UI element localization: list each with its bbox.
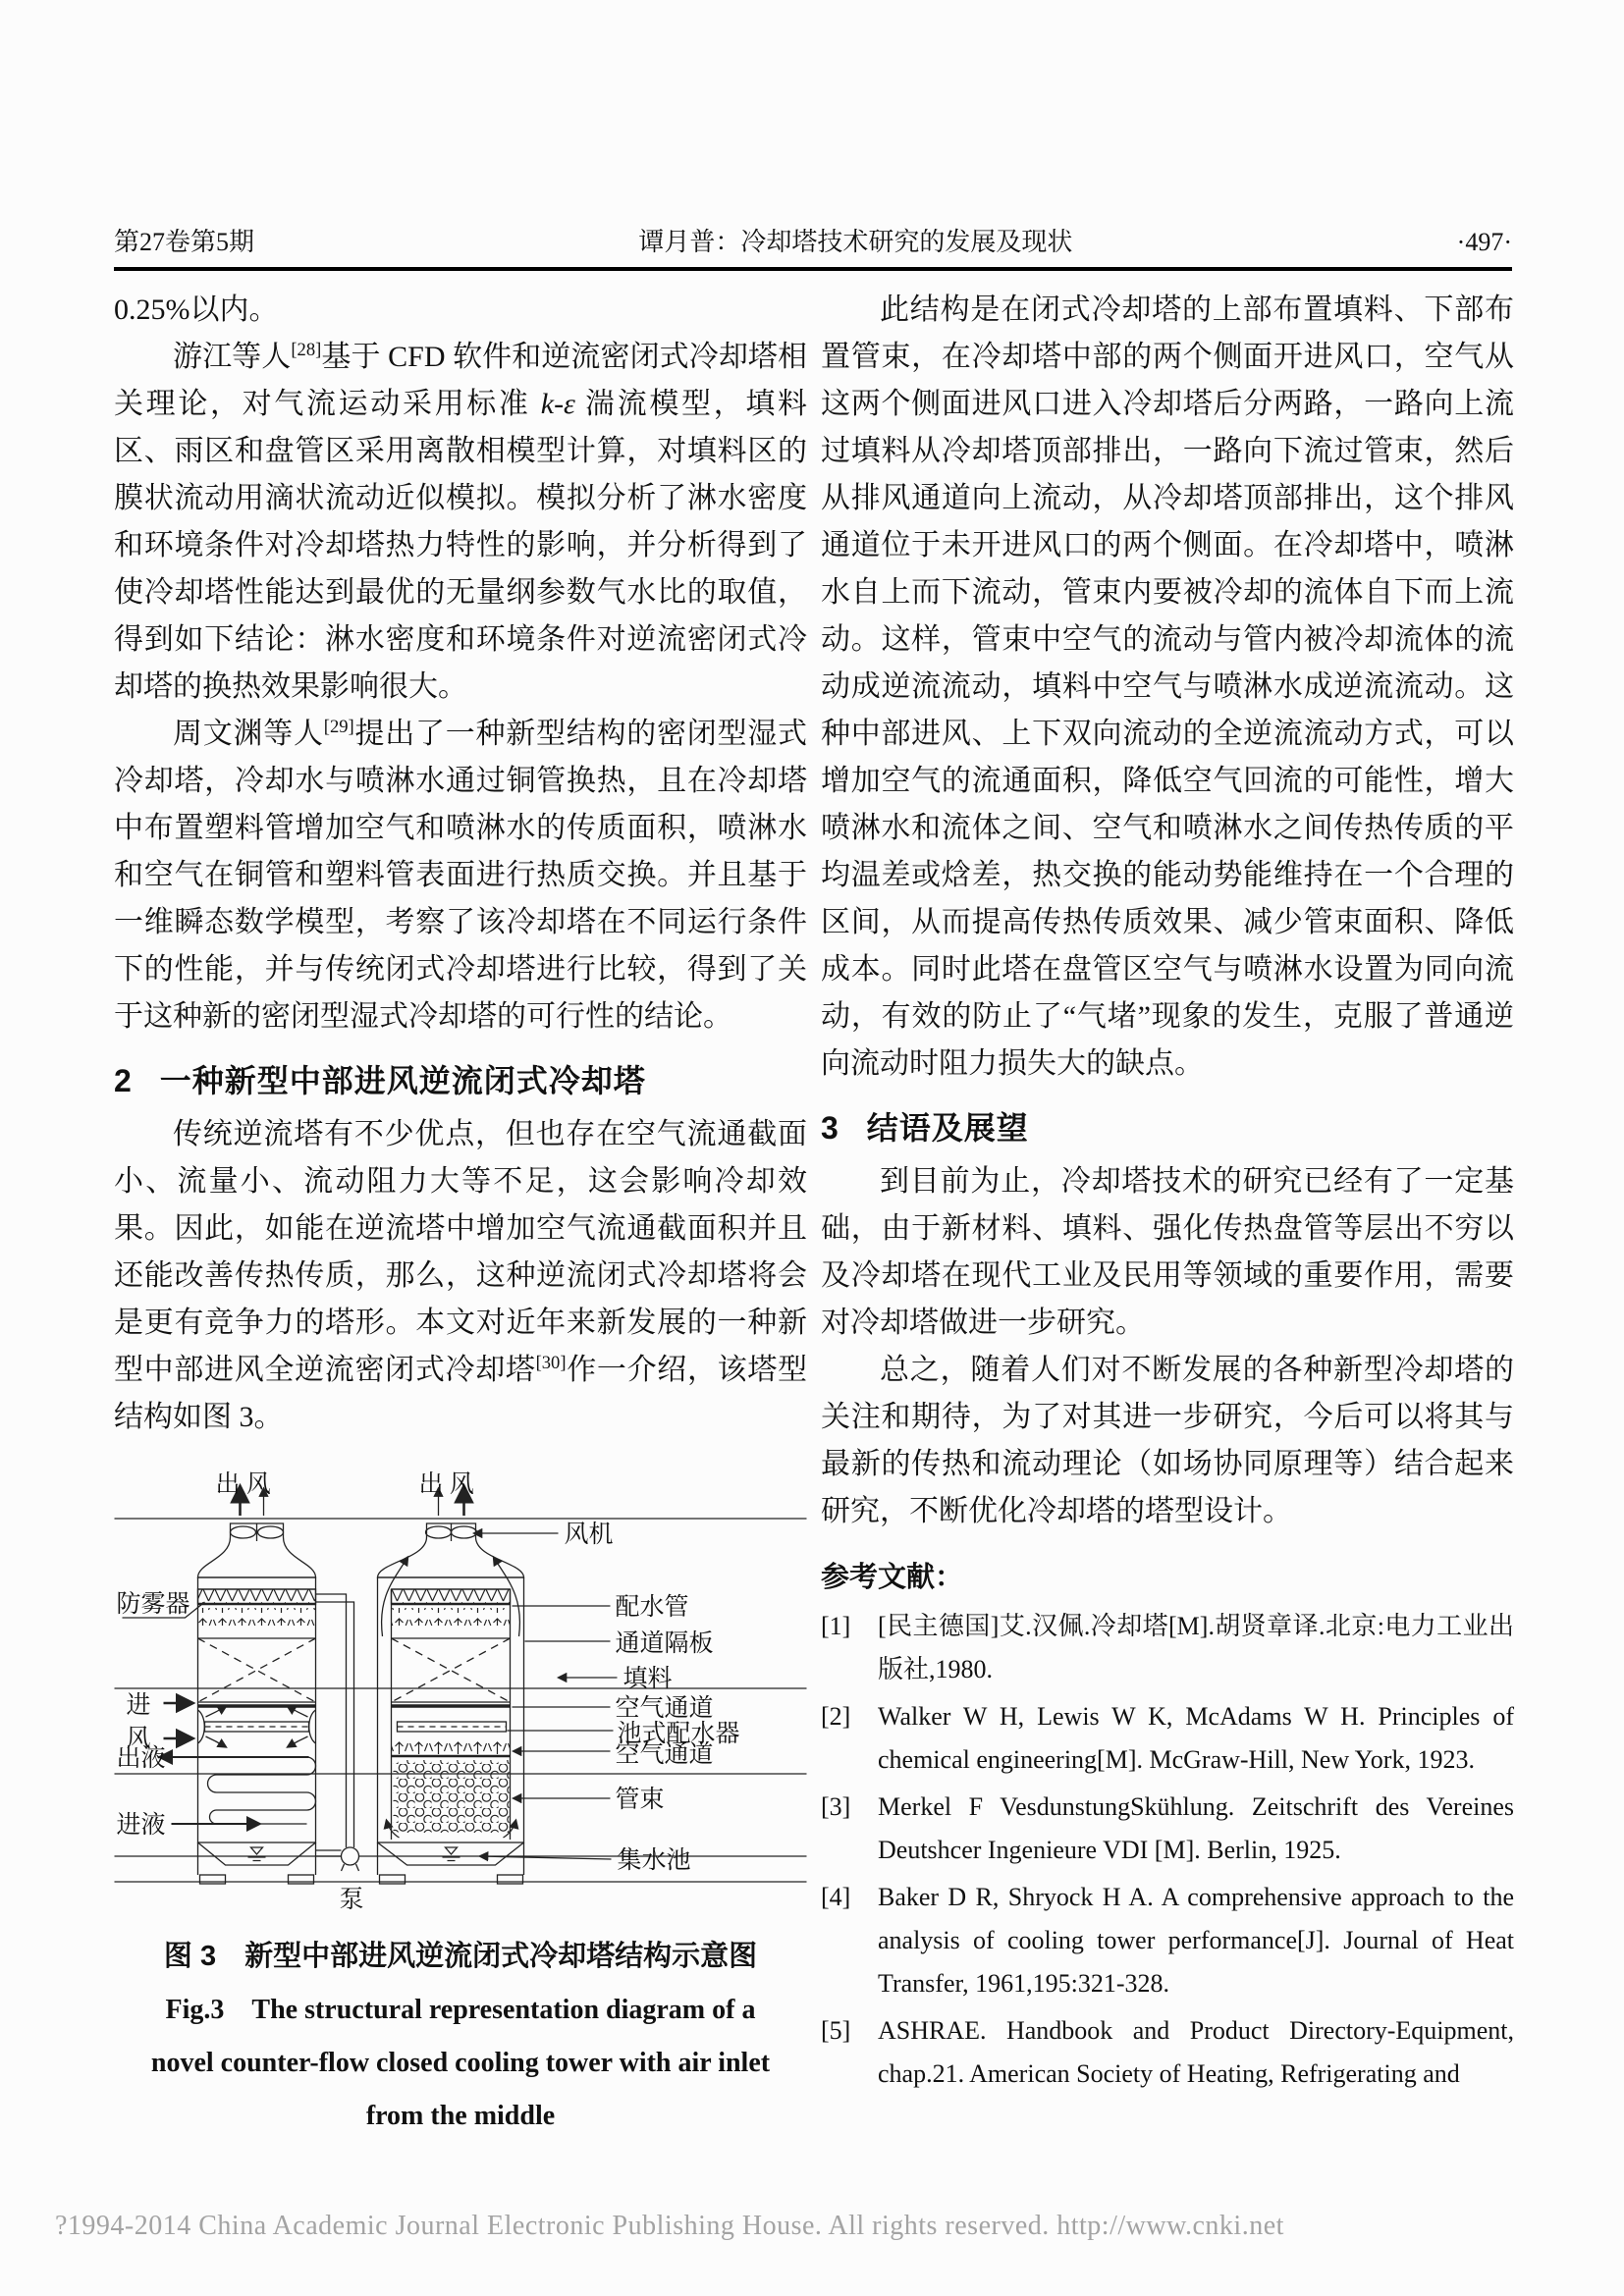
- reference-item: [821, 1695, 1514, 1782]
- label-air-out-left: 出 风: [215, 1471, 271, 1498]
- paragraph: 到目前为止，冷却塔技术的研究已经有了一定基础，由于新材料、填料、强化传热盘管等层出不穷以及冷却塔在现代工业及民用等领域的重要作用，需要对冷却塔做进一步研究。: [821, 1165, 1514, 1339]
- label-air-channel-upper: 空气通道: [615, 1695, 714, 1722]
- label-liquid-in: 进液: [116, 1812, 166, 1839]
- references-heading: 参考文献：: [821, 1562, 964, 1593]
- label-mist-eliminator: 防雾器: [116, 1591, 190, 1618]
- paragraph: 此结构是在闭式冷却塔的上部布置填料、下部布置管束，在冷却塔中部的两个侧面开进风口，空气从这两个侧面进风口进入冷却塔后分两路，一路向上流过填料从冷却塔顶部排出，一路向下流过管束，然后从排风通道向上流动，从冷却塔顶部排出，这个排风通道位于未开进风口的两个侧面。在冷却塔中，喷淋水自上而下流动，管束内要被冷却的流体自下而上流动。这样，管束中空气的流动与管内被冷却流体的流动成逆流流动，填料中空气与喷淋水成逆流流动。这种中部进风、上下双向流动的全逆流流动方式，可以增加空气的流通面积，降低空气回流的可能性，增大喷淋水和流体之间、空气和喷淋水之间传热传质的平均温差或焓差，热交换的能动势能维持在一个合理的区间，从而提高传热传质效果、减少管束面积、降低成本。同时此塔在盘管区空气与喷淋水设置为同向流动，有效的防止了“气堵”现象的发生，克服了普通逆向流动时阻力损失大的缺点。: [821, 294, 1514, 1080]
- paragraph: 游江等人[28]基于 CFD 软件和逆流密闭式冷却塔相关理论，对气流运动采用标准 k-ε 湍流模型，填料区、雨区和盘管区采用离散相模型计算，对填料区的膜状流动用滴状流动近似模拟。模拟分析了淋水密度和环境条件对冷却塔热力特性的影响，并分析得到了使冷却塔性能达到最优的无量纲参数气水比的取值，得到如下结论：淋水密度和环境条件对逆流密闭式冷却塔的换热效果影响很大。: [114, 340, 808, 703]
- right-column: [821, 287, 1514, 2100]
- paragraph: 总之，随着人们对不断发展的各种新型冷却塔的关注和期待，为了对其进一步研究，今后可以将其与最新的传热和流动理论（如场协同原理等）结合起来研究，不断优化冷却塔的塔型设计。: [821, 1354, 1514, 1527]
- label-air-out-right: 出 风: [418, 1471, 474, 1498]
- label-pool-distributor: 池式配水器: [617, 1721, 740, 1747]
- reference-marker: [5]: [821, 2016, 851, 2045]
- reference-item: [821, 2009, 1514, 2096]
- issue-label: 第27卷第5期: [114, 228, 255, 256]
- citation-ref: [29]: [323, 717, 354, 737]
- reference-marker: [2]: [821, 1702, 851, 1731]
- section-heading-2: 2 一种新型中部进风逆流闭式冷却塔: [114, 1063, 646, 1098]
- reference-text: ASHRAE. Handbook and Product Directory-Equipment, chap.21. American Society of Heating, Refrigerating and: [878, 2016, 1514, 2088]
- label-basin: 集水池: [617, 1847, 691, 1874]
- citation-ref: [28]: [291, 340, 322, 360]
- citation-ref: [30]: [535, 1353, 567, 1373]
- label-fan: 风机: [564, 1522, 614, 1548]
- label-air-in-2: 风: [126, 1726, 151, 1752]
- reference-marker: [4]: [821, 1883, 851, 1911]
- reference-item: [821, 1605, 1514, 1691]
- reference-item: [821, 1786, 1514, 1872]
- label-pump: 泵: [339, 1887, 364, 1913]
- cnki-copyright-footer: ?1994-2014 China Academic Journal Electronic Publishing House. All rights reserved. http://www.cnki.net: [55, 2211, 1284, 2241]
- label-fill: 填料: [623, 1666, 673, 1692]
- diagram-linework: [115, 1486, 807, 1884]
- reference-text: Merkel F VesdunstungSkühlung. Zeitschrift des Vereines Deutshcer Ingenieure VDI [M]. Berlin, 1925.: [878, 1792, 1514, 1864]
- header-rule: [114, 267, 1512, 271]
- figure-caption-cn: 图 3 新型中部进风逆流闭式冷却塔结构示意图: [163, 1941, 758, 1972]
- running-title: 谭月普：冷却塔技术研究的发展及现状: [638, 228, 1073, 256]
- reference-marker: [3]: [821, 1792, 851, 1821]
- label-air-in-1: 进: [126, 1692, 151, 1719]
- left-column: [114, 287, 807, 2143]
- diagram-labels: [117, 1470, 740, 1913]
- reference-item: [821, 1876, 1514, 2005]
- reference-text: [民主德国]艾.汉佩.冷却塔[M].胡贤章译.北京:电力工业出版社,1980.: [878, 1612, 1514, 1683]
- figure-caption-en: Fig.3 The structural representation diagram of a novel counter-flow closed cooling tower with air inlet from the middle: [150, 1995, 771, 2131]
- page-number: ·497·: [1456, 228, 1512, 256]
- label-air-channel-lower: 空气通道: [615, 1741, 714, 1768]
- reference-marker: [1]: [821, 1612, 851, 1640]
- reference-text: Baker D R, Shryock H A. A comprehensive approach to the analysis of cooling tower performance[J]. Journal of Heat Transfer, 1961,195:321-328.: [878, 1883, 1514, 1998]
- label-tube-bundle: 管束: [615, 1787, 665, 1813]
- paragraph: 0.25%以内。: [114, 294, 279, 326]
- paragraph: 周文渊等人[29]提出了一种新型结构的密闭型湿式冷却塔，冷却水与喷淋水通过铜管换热，且在冷却塔中布置塑料管增加空气和喷淋水的传质面积，喷淋水和空气在铜管和塑料管表面进行热质交换。并且基于一维瞬态数学模型，考察了该冷却塔在不同运行条件下的性能，并与传统闭式冷却塔进行比较，得到了关于这种新的密闭型湿式冷却塔的可行性的结论。: [114, 717, 808, 1033]
- page-header: [114, 222, 1512, 258]
- label-liquid-out: 出液: [116, 1745, 166, 1772]
- figure-3-diagram: [114, 1455, 807, 1916]
- math-variable: k-ε: [540, 388, 575, 420]
- label-water-pipe: 配水管: [615, 1594, 689, 1621]
- reference-text: Walker W H, Lewis W K, McAdams W H. Principles of chemical engineering[M]. McGraw-Hill, New York, 1923.: [878, 1702, 1514, 1774]
- label-channel-partition: 通道隔板: [615, 1630, 714, 1657]
- paragraph: 传统逆流塔有不少优点，但也存在空气流通截面小、流量小、流动阻力大等不足，这会影响冷却效果。因此，如能在逆流塔中增加空气流通截面积并且还能改善传热传质，那么，这种逆流闭式冷却塔将会是更有竞争力的塔形。本文对近年来新发展的一种新型中部进风全逆流密闭式冷却塔[30]作一介绍，该塔型结构如图 3。: [114, 1118, 808, 1433]
- section-heading-3: 3 结语及展望: [821, 1110, 1029, 1146]
